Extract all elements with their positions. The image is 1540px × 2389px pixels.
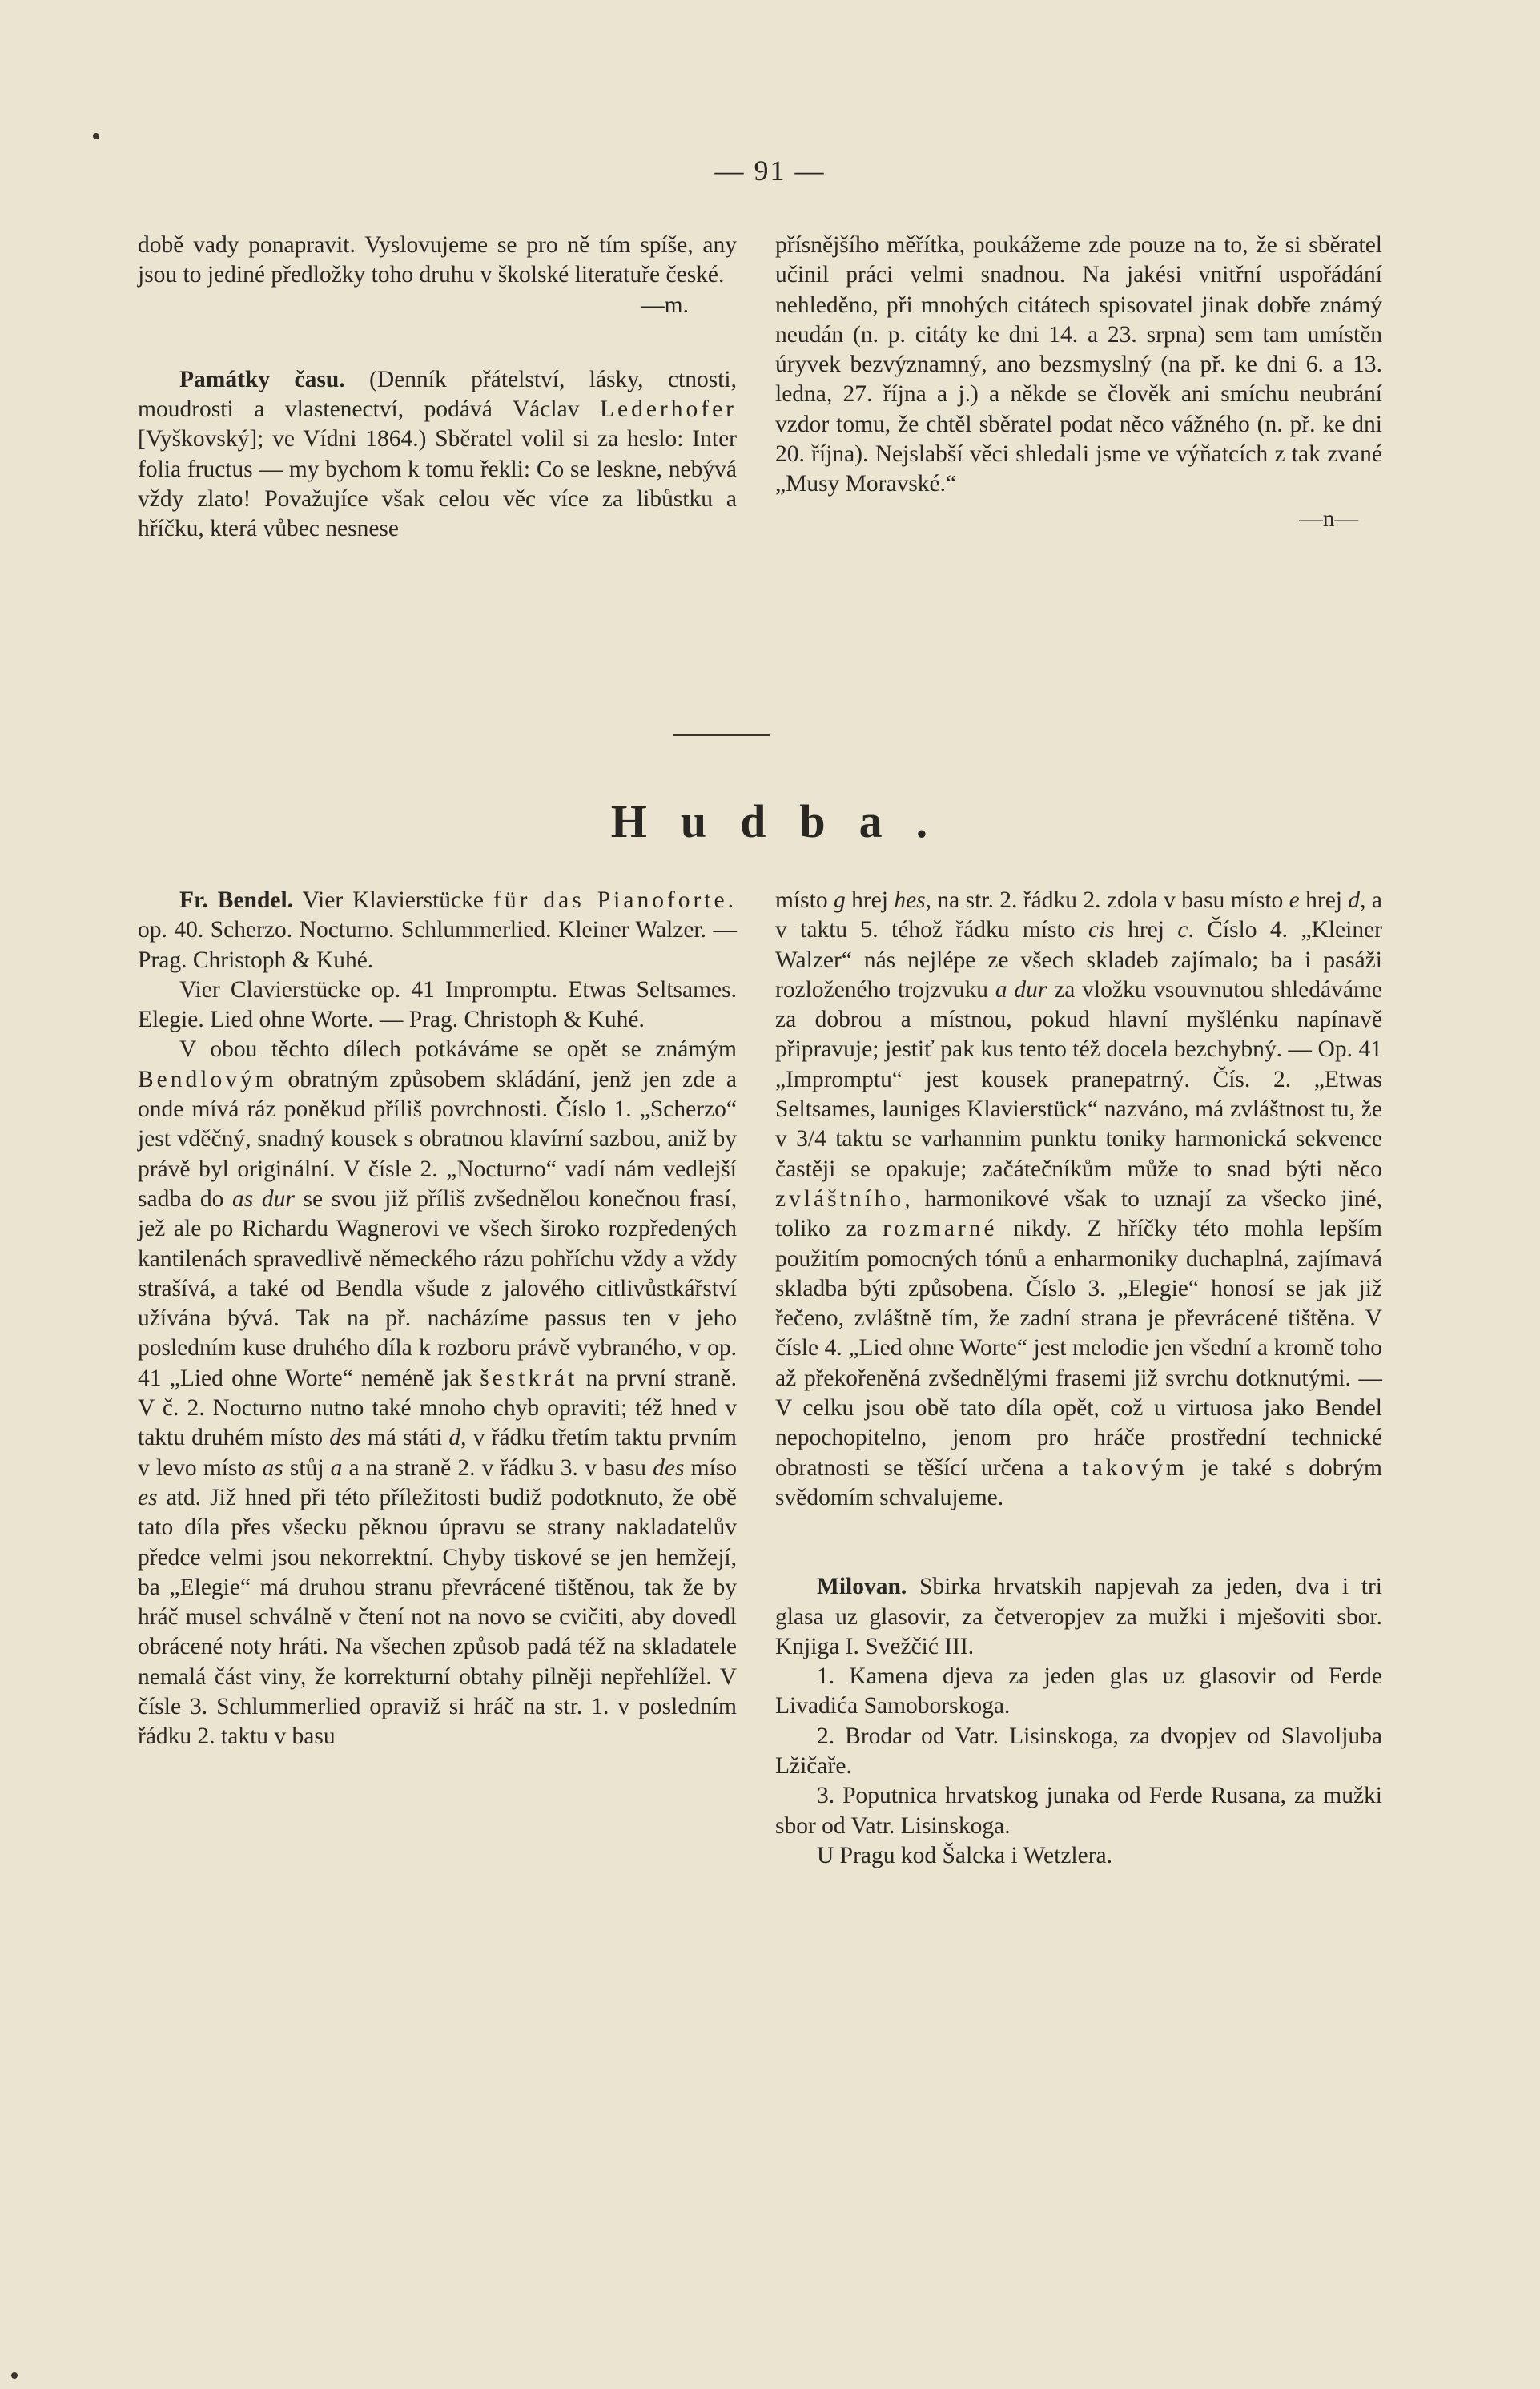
review-text: a na straně 2. v řádku 3. v basu [342,1454,653,1481]
review-text: na první straně. V č. 2. Nocturno nutno také mnoho chyb opraviti; též hned v taktu druhém místo [138,1365,737,1451]
review-italic-text: a dur [995,976,1047,1003]
review-spaced-text: Bendlovým [138,1066,277,1092]
milovan-text: Sbirka hrvatskih napjevah za jeden, dva i tri glasa uz glasovir, za četveropjev za mužki i mješoviti sbor. Knjiga I. Svežčić III. [775,1574,1382,1659]
top-right-column [775,231,1382,534]
bottom-right-column [775,886,1382,1871]
bendel-heading: Fr. Bendel. [179,887,294,913]
pamatky-text-b: [Vyškovský]; ve Vídni 1864.) Sběratel volil si za heslo: Inter folia fructus — my bychom k tomu řekli: Co se leskne, nebývá vždy zlato! Považujíce však celou věc více za libůstku a hříčku, která vůbec nesnese [138,426,737,542]
review-italic-text: a [330,1454,343,1481]
review-text: hrej [845,887,895,913]
pamatky-text-a: (Denník přátelství, lásky, ctnosti, moudrosti a vlastenectví, podává Václav [138,366,737,423]
spacer [138,320,737,365]
bendel-review-paragraph [138,1035,737,1752]
section-title-hudba: Hudba. [610,795,962,847]
bendel-review-continuation [775,886,1382,1513]
review-spaced-text: takovým [1082,1454,1188,1481]
review-text: hrej [1114,917,1178,943]
review-text: stůj [283,1454,331,1481]
pamatky-author-name: Lederhofer [599,396,737,423]
pamatky-review-paragraph [138,365,737,545]
milovan-item-2: 2. Brodar od Vatr. Lisinskoga, za dvopjev od Slavoljuba Lžičaře. [775,1723,1382,1780]
top-left-column [138,231,737,545]
review-text: obratným způsobem skládání, jenž jen zde a onde mívá ráz poněkud příliš povrchnosti. Číslo 1. „Scherzo“ jest vděčný, snadný kousek s obratnou klavírní sazbou, aniž by právě byl originální. V čísle 2. „Nocturno“ vadí nám vedlejší sadba do [138,1066,737,1212]
pamatky-continuation-paragraph: přísnějšího měřítka, poukážeme zde pouze na to, že si sběratel učinil práci velmi snadnou. Na jakési vnitřní uspořádání nehleděno, při mnohých citátech spisovatel jinak dobře známý neudán (n. p. citáty ke dni 14. a 23. srpna) sem tam umístěn úryvek bezvýznamný, ano bezsmyslný (na př. ke dni 6. a 13. ledna, 27. října a j.) a někde se člověk ani smíchu neubrání vzdor tomu, že chtěl sběratel podat něco vážného (n. př. ke dni 20. října). Nejslabší věci shledali jsme ve výňatcích z tak zvané „Musy Moravské.“ [775,232,1382,497]
review-text: V obou těchto dílech potkáváme se opět se známým [179,1036,737,1063]
review-text: , harmonikové však to uznají za všecko jiné, toliko za [775,1185,1382,1242]
review-text: míso [684,1454,738,1481]
review-signature: —m. [641,292,689,318]
review-spaced-text: zvláštního [775,1185,905,1212]
milovan-item-3: 3. Poputnica hrvatskog junaka od Ferde Rusana, za mužki sbor od Vatr. Lisinskoga. [775,1783,1382,1839]
review-italic-text: des [653,1454,685,1481]
review-text: , a v taktu 5. téhož řádku místo [775,887,1382,943]
milovan-heading: Milovan. [817,1574,907,1600]
print-speck [11,2372,18,2379]
pamatky-heading: Památky času. [179,366,345,392]
bottom-left-column [138,886,737,1752]
page-number: — 91 — [714,155,826,187]
review-text: , na str. 2. řádku 2. zdola v basu místo [925,887,1289,913]
review-italic-text: des [329,1425,361,1451]
review-text: , v řádku třetím taktu prvním v levo místo [138,1425,738,1481]
review-text: místo [775,887,834,913]
print-speck [93,133,99,139]
review-italic-text: as dur [231,1185,295,1212]
pamatky-signature: —n— [1299,505,1358,532]
review-spaced-text: šestkrát [480,1365,578,1391]
review-italic-text: cis [1088,917,1115,943]
review-text: nikdy. Z hříčky této mohla lepším použitím pomocných tónů a enharmoniky duchaplná, zajímavá skladba býti způsobena. Číslo 3. „Elegie“ honosí se jak již řečeno, zvláštně tím, že zadní strana je převrácené tištěna. V čísle 4. „Lied ohne Worte“ jest melodie jen všední a kromě toho až překořeněná zvšednělými frasemi již svrchu dotknutými. — V celku jsou obě tato díla opět, což u virtuosa jako Bendel nepochopitelno, jenom pro hráče prostřední technické obratnosti se těšící určena a [775,1216,1383,1481]
review-text: za vložku vsouvnutou shledáváme za dobrou a místnou, pokud hlavní myšlénku napínavě připravuje; jestiť pak kus tento též docela bezchybný. — Op. 41 „Impromptu“ jest kousek pranepatrný. Čís. 2. „Etwas Seltsames, launiges Klavierstück“ nazváno, má zvláštnost tu, že v 3/4 taktu se varhannim punktu toniky harmonická sekvence častěji se opakuje; začátečníkům může to snad býti něco [775,976,1383,1182]
review-text: je také s dobrým svědomím schvalujeme. [775,1454,1382,1510]
review-italic-text: g [833,887,846,913]
bendel-text-b: op. 40. Scherzo. Nocturno. Schlummerlied. Kleiner Walzer. — Prag. Christoph & Kuhé. [138,917,737,973]
bendel-text-a: Vier Klavierstücke [293,887,494,913]
review-italic-text: as [262,1454,283,1481]
review-text: hrej [1299,887,1349,913]
milovan-entry [775,1572,1382,1662]
review-text: má státi [360,1425,449,1451]
review-italic-text: hes [894,887,926,913]
review-italic-text: c [1177,917,1188,943]
bendel-op41-entry: Vier Clavierstücke op. 41 Impromptu. Etwas Seltsames. Elegie. Lied ohne Worte. — Prag. Christoph & Kuhé. [138,976,737,1033]
spacer [775,1513,1382,1572]
section-divider [673,734,770,736]
review-italic-text: e [1289,887,1300,913]
review-text: atd. Již hned při této příležitosti budiž podotknuto, že obě tato díla přes všecku pěkn​ou úpravu se strany nakladatelův předce velmi jsou nekorrektní. Chyby tiskové se jen hemžejí, ba „Elegie“ má druhou stranu převrácené tištěnou, tak že by hráč musel schválně v čtení not na novo se cvičiti, aby dovedl obrácené noty hráti. Na všechen způsob padá též na skladatele nemalá část viny, že korrekturní obtahy pilněji nepřehlížel. V čísle 3. Schlummerlied opraviž si hráč na str. 1. v posledním řádku 2. taktu v basu [138,1484,737,1750]
review-italic-text: d [1348,887,1361,913]
review-italic-text: d [448,1425,461,1451]
review-text: se svou již příliš zvšednělou konečnou frasí, jež ale po Richardu Wagnerovi ve všech široko rozpředených kantilenách spravedlivě německého rázu pohříchu vždy a vždy strašívá, a také od Bendla všude z jalového citlivůstkářství užívána bývá. Tak na př. nacházíme passus ten v jeho posledním kuse druhého díla k rozboru právě vybraného, v op. 41 „Lied ohne Worte“ neméně jak [138,1185,737,1391]
milovan-publisher: U Pragu kod Šalcka i Wetzlera. [817,1842,1112,1868]
review-spaced-text: rozmarné [883,1216,998,1242]
bendel-spaced-title: für das Pianoforte. [493,887,738,913]
review-ending-paragraph: době vady ponapravit. Vyslovujeme se pro ně tím spíše, any jsou to jediné předložky toho druhu v školské literatuře české. [138,232,737,288]
review-italic-text: es [138,1484,158,1510]
review-text: . Číslo 4. „Kleiner Walzer“ nás nejlépe ze všech skladeb zajímalo; ba i pasáži rozloženého trojzvuku [775,917,1382,1003]
milovan-item-1: 1. Kamena djeva za jeden glas uz glasovir od Ferde Livadića Samoborskoga. [775,1663,1382,1719]
bendel-op40-entry [138,886,737,975]
